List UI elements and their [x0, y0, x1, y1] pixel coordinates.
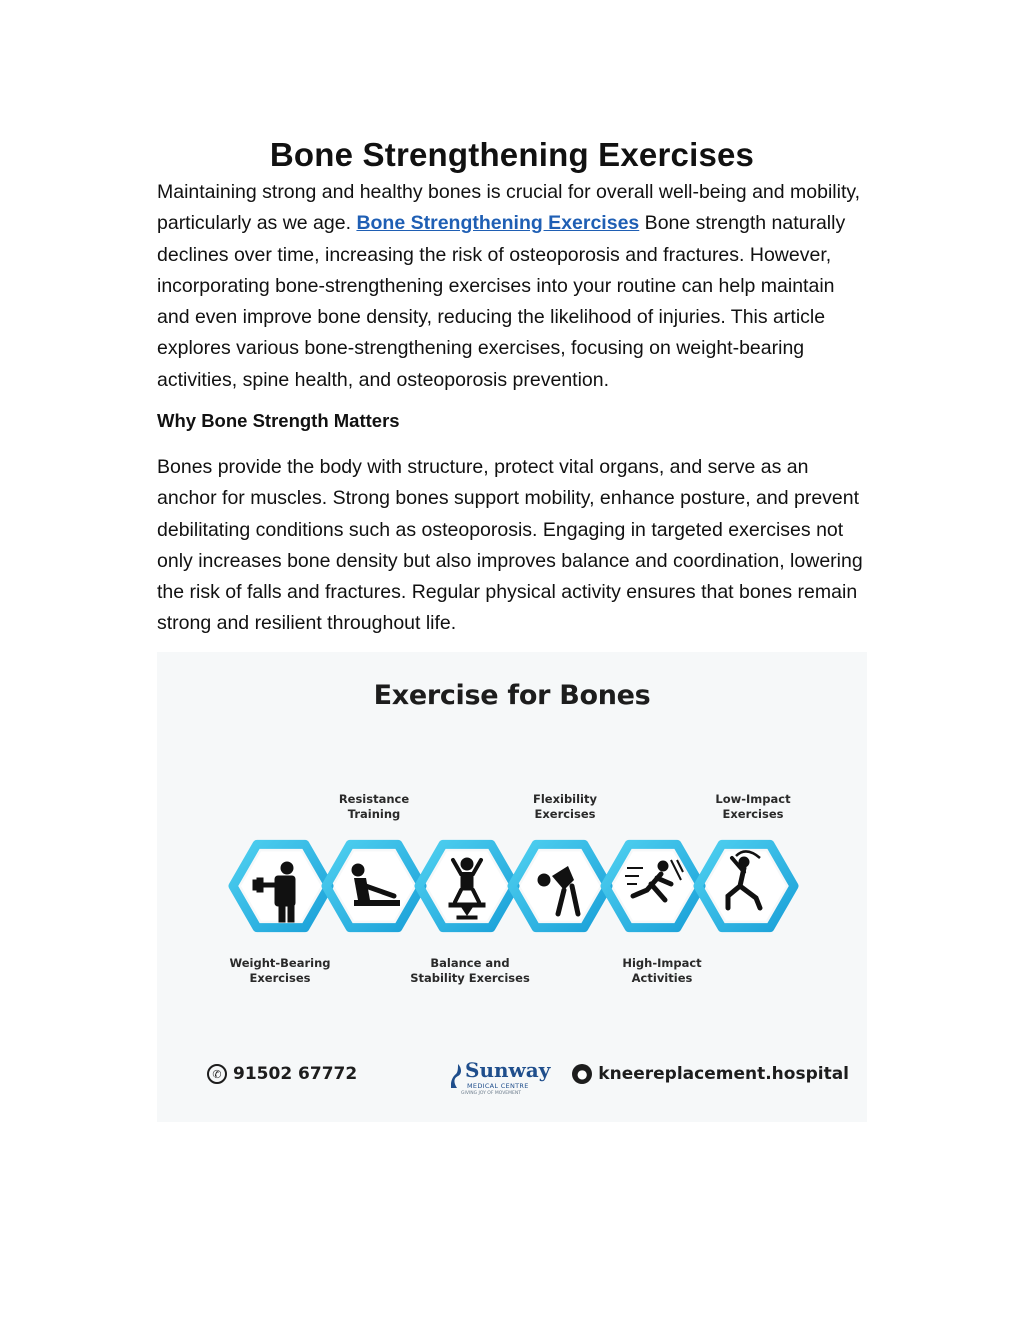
exercise-infographic	[157, 652, 867, 1122]
intro-text-start: Maintaining strong and healthy bones is crucial for overall well-being and mobility, particularly as we age.	[157, 181, 861, 235]
globe-icon: ●	[572, 1064, 592, 1084]
phone-number: 91502 67772	[233, 1064, 358, 1084]
website-url: kneereplacement.hospital	[598, 1064, 849, 1084]
label-resistance-training: Resistance Training	[338, 792, 410, 821]
infographic-title: Exercise for Bones	[373, 680, 651, 711]
logo-tagline: GIVING JOY OF MOVEMENT	[461, 1091, 521, 1096]
label-flexibility-exercises: Flexibility Exercises	[532, 792, 597, 821]
phone-icon: ✆	[207, 1064, 227, 1084]
label-balance-stability-exercises: Balance and Stability Exercises	[410, 956, 530, 985]
label-low-impact-exercises: Low-Impact Exercises	[715, 792, 791, 821]
section-body-paragraph: Bones provide the body with structure, protect vital organs, and serve as an anchor for muscles. Strong bones support mobility, enhance posture, and prevent debilitating conditions such as osteoporosis. Engaging in targeted exercises not only increases bone density but also improves balance and coordination, lowering the risk of falls and fractures. Regular physical activity ensures that bones remain strong and resilient throughout life.	[157, 456, 863, 635]
page-title: Bone Strengthening Exercises	[269, 136, 755, 174]
website-link[interactable]	[572, 1064, 849, 1084]
sunway-logo	[447, 1056, 557, 1102]
intro-text-end: Bone strength naturally declines over time, increasing the risk of osteoporosis and fractures. However, incorporating bone-strengthening exercises into your routine can help maintain and even improve bone density, reducing the likelihood of injuries. This article explores various bone-strengthening exercises, focusing on weight-bearing activities, spine health, and osteoporosis prevention.	[157, 212, 846, 391]
phone-contact[interactable]	[207, 1064, 357, 1084]
section-heading: Why Bone Strength Matters	[157, 410, 400, 431]
hexagon-fill	[334, 851, 414, 920]
logo-subtitle: MEDICAL CENTRE	[467, 1082, 529, 1090]
intro-paragraph	[157, 177, 869, 396]
label-weight-bearing-exercises: Weight-Bearing Exercises	[229, 956, 331, 985]
infographic-footer	[157, 1044, 867, 1104]
logo-figure-icon	[451, 1064, 465, 1088]
logo-name: Sunway	[465, 1058, 551, 1082]
bone-strengthening-link[interactable]: Bone Strengthening Exercises	[356, 212, 640, 235]
label-high-impact-activities: High-Impact Activities	[622, 956, 702, 985]
